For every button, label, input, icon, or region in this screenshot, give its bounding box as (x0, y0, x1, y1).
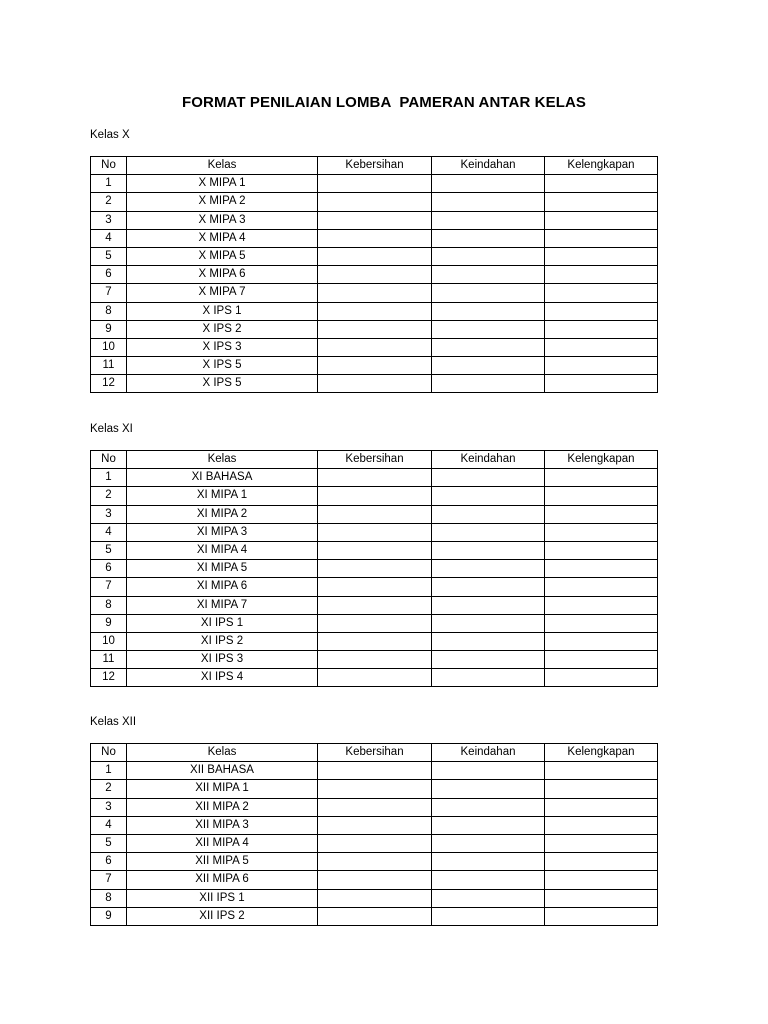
keindahan-score-cell (432, 469, 545, 487)
row-number: 8 (91, 596, 127, 614)
class-name: XI MIPA 1 (127, 487, 318, 505)
kebersihan-score-cell (318, 762, 432, 780)
table-row (91, 320, 658, 338)
kelengkapan-score-cell (545, 614, 658, 632)
kelengkapan-score-cell (545, 853, 658, 871)
table-row (91, 505, 658, 523)
kebersihan-score-cell (318, 871, 432, 889)
keindahan-score-cell (432, 853, 545, 871)
kelengkapan-score-cell (545, 302, 658, 320)
keindahan-score-cell (432, 211, 545, 229)
class-name: XII IPS 1 (127, 889, 318, 907)
kebersihan-score-cell (318, 834, 432, 852)
kebersihan-score-cell (318, 266, 432, 284)
table-row (91, 578, 658, 596)
header-kelas: Kelas (127, 157, 318, 175)
class-name: X MIPA 4 (127, 229, 318, 247)
table-row (91, 780, 658, 798)
class-name: XI MIPA 3 (127, 523, 318, 541)
kelengkapan-score-cell (545, 651, 658, 669)
section-label-kelas-xi: Kelas XI (90, 423, 133, 435)
row-number: 11 (91, 651, 127, 669)
kebersihan-score-cell (318, 578, 432, 596)
keindahan-score-cell (432, 651, 545, 669)
row-number: 1 (91, 762, 127, 780)
table-row (91, 266, 658, 284)
table-row (91, 853, 658, 871)
table-row (91, 651, 658, 669)
class-name: XII MIPA 3 (127, 816, 318, 834)
row-number: 9 (91, 320, 127, 338)
row-number: 6 (91, 560, 127, 578)
table-row (91, 469, 658, 487)
class-name: X IPS 5 (127, 357, 318, 375)
kelengkapan-score-cell (545, 247, 658, 265)
table-row (91, 375, 658, 393)
kelengkapan-score-cell (545, 469, 658, 487)
keindahan-score-cell (432, 871, 545, 889)
class-name: XI MIPA 6 (127, 578, 318, 596)
keindahan-score-cell (432, 816, 545, 834)
kelengkapan-score-cell (545, 541, 658, 559)
row-number: 6 (91, 266, 127, 284)
kebersihan-score-cell (318, 853, 432, 871)
keindahan-score-cell (432, 284, 545, 302)
kelengkapan-score-cell (545, 505, 658, 523)
table-row (91, 596, 658, 614)
page-title: FORMAT PENILAIAN LOMBA PAMERAN ANTAR KELAS (182, 94, 586, 111)
kelengkapan-score-cell (545, 338, 658, 356)
row-number: 3 (91, 211, 127, 229)
kebersihan-score-cell (318, 798, 432, 816)
table-row (91, 669, 658, 687)
kebersihan-score-cell (318, 889, 432, 907)
class-name: X MIPA 2 (127, 193, 318, 211)
table-row (91, 889, 658, 907)
table-row (91, 302, 658, 320)
table-row (91, 247, 658, 265)
header-kebersihan: Kebersihan (318, 744, 432, 762)
kelengkapan-score-cell (545, 175, 658, 193)
kelengkapan-score-cell (545, 780, 658, 798)
class-name: XI IPS 1 (127, 614, 318, 632)
table-header-row (91, 744, 658, 762)
keindahan-score-cell (432, 505, 545, 523)
table-row (91, 175, 658, 193)
row-number: 8 (91, 302, 127, 320)
class-name: XI IPS 4 (127, 669, 318, 687)
kelengkapan-score-cell (545, 889, 658, 907)
table-row (91, 816, 658, 834)
kebersihan-score-cell (318, 560, 432, 578)
class-name: XI MIPA 2 (127, 505, 318, 523)
kelengkapan-score-cell (545, 357, 658, 375)
keindahan-score-cell (432, 266, 545, 284)
class-name: X MIPA 7 (127, 284, 318, 302)
table-row (91, 338, 658, 356)
class-name: XI MIPA 7 (127, 596, 318, 614)
class-name: XII IPS 2 (127, 907, 318, 925)
kebersihan-score-cell (318, 338, 432, 356)
class-name: XII MIPA 5 (127, 853, 318, 871)
table-row (91, 357, 658, 375)
header-kelengkapan: Kelengkapan (545, 451, 658, 469)
keindahan-score-cell (432, 175, 545, 193)
kebersihan-score-cell (318, 302, 432, 320)
kebersihan-score-cell (318, 469, 432, 487)
class-name: XI IPS 2 (127, 632, 318, 650)
kelengkapan-score-cell (545, 560, 658, 578)
keindahan-score-cell (432, 193, 545, 211)
row-number: 6 (91, 853, 127, 871)
keindahan-score-cell (432, 907, 545, 925)
keindahan-score-cell (432, 834, 545, 852)
kelengkapan-score-cell (545, 762, 658, 780)
header-no: No (91, 744, 127, 762)
row-number: 2 (91, 780, 127, 798)
kelengkapan-score-cell (545, 266, 658, 284)
row-number: 12 (91, 375, 127, 393)
row-number: 1 (91, 175, 127, 193)
keindahan-score-cell (432, 338, 545, 356)
score-table-kelas-xi (90, 450, 658, 687)
keindahan-score-cell (432, 798, 545, 816)
row-number: 2 (91, 487, 127, 505)
kebersihan-score-cell (318, 487, 432, 505)
kelengkapan-score-cell (545, 375, 658, 393)
kelengkapan-score-cell (545, 871, 658, 889)
keindahan-score-cell (432, 357, 545, 375)
class-name: X MIPA 3 (127, 211, 318, 229)
keindahan-score-cell (432, 320, 545, 338)
keindahan-score-cell (432, 762, 545, 780)
class-name: XII MIPA 1 (127, 780, 318, 798)
class-name: XI IPS 3 (127, 651, 318, 669)
row-number: 3 (91, 505, 127, 523)
header-keindahan: Keindahan (432, 451, 545, 469)
class-name: XII BAHASA (127, 762, 318, 780)
kelengkapan-score-cell (545, 596, 658, 614)
row-number: 5 (91, 834, 127, 852)
class-name: XII MIPA 6 (127, 871, 318, 889)
class-name: X MIPA 5 (127, 247, 318, 265)
kelengkapan-score-cell (545, 211, 658, 229)
kebersihan-score-cell (318, 193, 432, 211)
keindahan-score-cell (432, 523, 545, 541)
class-name: XII MIPA 2 (127, 798, 318, 816)
class-name: X IPS 1 (127, 302, 318, 320)
row-number: 9 (91, 907, 127, 925)
table-row (91, 614, 658, 632)
class-name: X IPS 3 (127, 338, 318, 356)
row-number: 7 (91, 871, 127, 889)
kebersihan-score-cell (318, 651, 432, 669)
header-keindahan: Keindahan (432, 744, 545, 762)
class-name: X IPS 2 (127, 320, 318, 338)
row-number: 4 (91, 523, 127, 541)
table-header-row (91, 451, 658, 469)
table-row (91, 193, 658, 211)
header-kelas: Kelas (127, 744, 318, 762)
header-kebersihan: Kebersihan (318, 157, 432, 175)
kebersihan-score-cell (318, 632, 432, 650)
row-number: 7 (91, 578, 127, 596)
table-header-row (91, 157, 658, 175)
kelengkapan-score-cell (545, 907, 658, 925)
row-number: 5 (91, 541, 127, 559)
table-row (91, 229, 658, 247)
row-number: 3 (91, 798, 127, 816)
row-number: 10 (91, 338, 127, 356)
keindahan-score-cell (432, 541, 545, 559)
keindahan-score-cell (432, 247, 545, 265)
keindahan-score-cell (432, 614, 545, 632)
class-name: XI BAHASA (127, 469, 318, 487)
class-name: X IPS 5 (127, 375, 318, 393)
table-row (91, 284, 658, 302)
table-row (91, 560, 658, 578)
kebersihan-score-cell (318, 175, 432, 193)
keindahan-score-cell (432, 229, 545, 247)
kelengkapan-score-cell (545, 229, 658, 247)
kelengkapan-score-cell (545, 798, 658, 816)
class-name: XII MIPA 4 (127, 834, 318, 852)
keindahan-score-cell (432, 669, 545, 687)
score-table-kelas-x (90, 156, 658, 393)
table-row (91, 762, 658, 780)
section-label-kelas-x: Kelas X (90, 129, 130, 141)
class-name: X MIPA 6 (127, 266, 318, 284)
kelengkapan-score-cell (545, 816, 658, 834)
table-row (91, 487, 658, 505)
row-number: 5 (91, 247, 127, 265)
kebersihan-score-cell (318, 320, 432, 338)
header-no: No (91, 451, 127, 469)
kebersihan-score-cell (318, 247, 432, 265)
row-number: 7 (91, 284, 127, 302)
kelengkapan-score-cell (545, 834, 658, 852)
kebersihan-score-cell (318, 375, 432, 393)
kelengkapan-score-cell (545, 523, 658, 541)
row-number: 8 (91, 889, 127, 907)
kelengkapan-score-cell (545, 669, 658, 687)
kebersihan-score-cell (318, 907, 432, 925)
table-row (91, 907, 658, 925)
keindahan-score-cell (432, 632, 545, 650)
kelengkapan-score-cell (545, 632, 658, 650)
kebersihan-score-cell (318, 284, 432, 302)
kebersihan-score-cell (318, 816, 432, 834)
row-number: 1 (91, 469, 127, 487)
row-number: 2 (91, 193, 127, 211)
kebersihan-score-cell (318, 505, 432, 523)
kelengkapan-score-cell (545, 487, 658, 505)
row-number: 12 (91, 669, 127, 687)
table-row (91, 834, 658, 852)
kebersihan-score-cell (318, 669, 432, 687)
table-row (91, 871, 658, 889)
table-row (91, 541, 658, 559)
kebersihan-score-cell (318, 211, 432, 229)
score-table-kelas-xii (90, 743, 658, 926)
table-row (91, 211, 658, 229)
class-name: XI MIPA 5 (127, 560, 318, 578)
keindahan-score-cell (432, 889, 545, 907)
section-label-kelas-xii: Kelas XII (90, 716, 137, 728)
kelengkapan-score-cell (545, 320, 658, 338)
header-kelengkapan: Kelengkapan (545, 744, 658, 762)
header-kebersihan: Kebersihan (318, 451, 432, 469)
keindahan-score-cell (432, 560, 545, 578)
kelengkapan-score-cell (545, 578, 658, 596)
keindahan-score-cell (432, 487, 545, 505)
keindahan-score-cell (432, 302, 545, 320)
kebersihan-score-cell (318, 541, 432, 559)
keindahan-score-cell (432, 596, 545, 614)
kebersihan-score-cell (318, 357, 432, 375)
row-number: 4 (91, 816, 127, 834)
class-name: X MIPA 1 (127, 175, 318, 193)
kebersihan-score-cell (318, 780, 432, 798)
header-kelas: Kelas (127, 451, 318, 469)
kebersihan-score-cell (318, 229, 432, 247)
kelengkapan-score-cell (545, 193, 658, 211)
table-row (91, 798, 658, 816)
row-number: 11 (91, 357, 127, 375)
table-row (91, 523, 658, 541)
kebersihan-score-cell (318, 596, 432, 614)
row-number: 10 (91, 632, 127, 650)
row-number: 9 (91, 614, 127, 632)
keindahan-score-cell (432, 780, 545, 798)
keindahan-score-cell (432, 578, 545, 596)
row-number: 4 (91, 229, 127, 247)
kelengkapan-score-cell (545, 284, 658, 302)
header-no: No (91, 157, 127, 175)
kebersihan-score-cell (318, 523, 432, 541)
header-keindahan: Keindahan (432, 157, 545, 175)
header-kelengkapan: Kelengkapan (545, 157, 658, 175)
keindahan-score-cell (432, 375, 545, 393)
kebersihan-score-cell (318, 614, 432, 632)
class-name: XI MIPA 4 (127, 541, 318, 559)
table-row (91, 632, 658, 650)
